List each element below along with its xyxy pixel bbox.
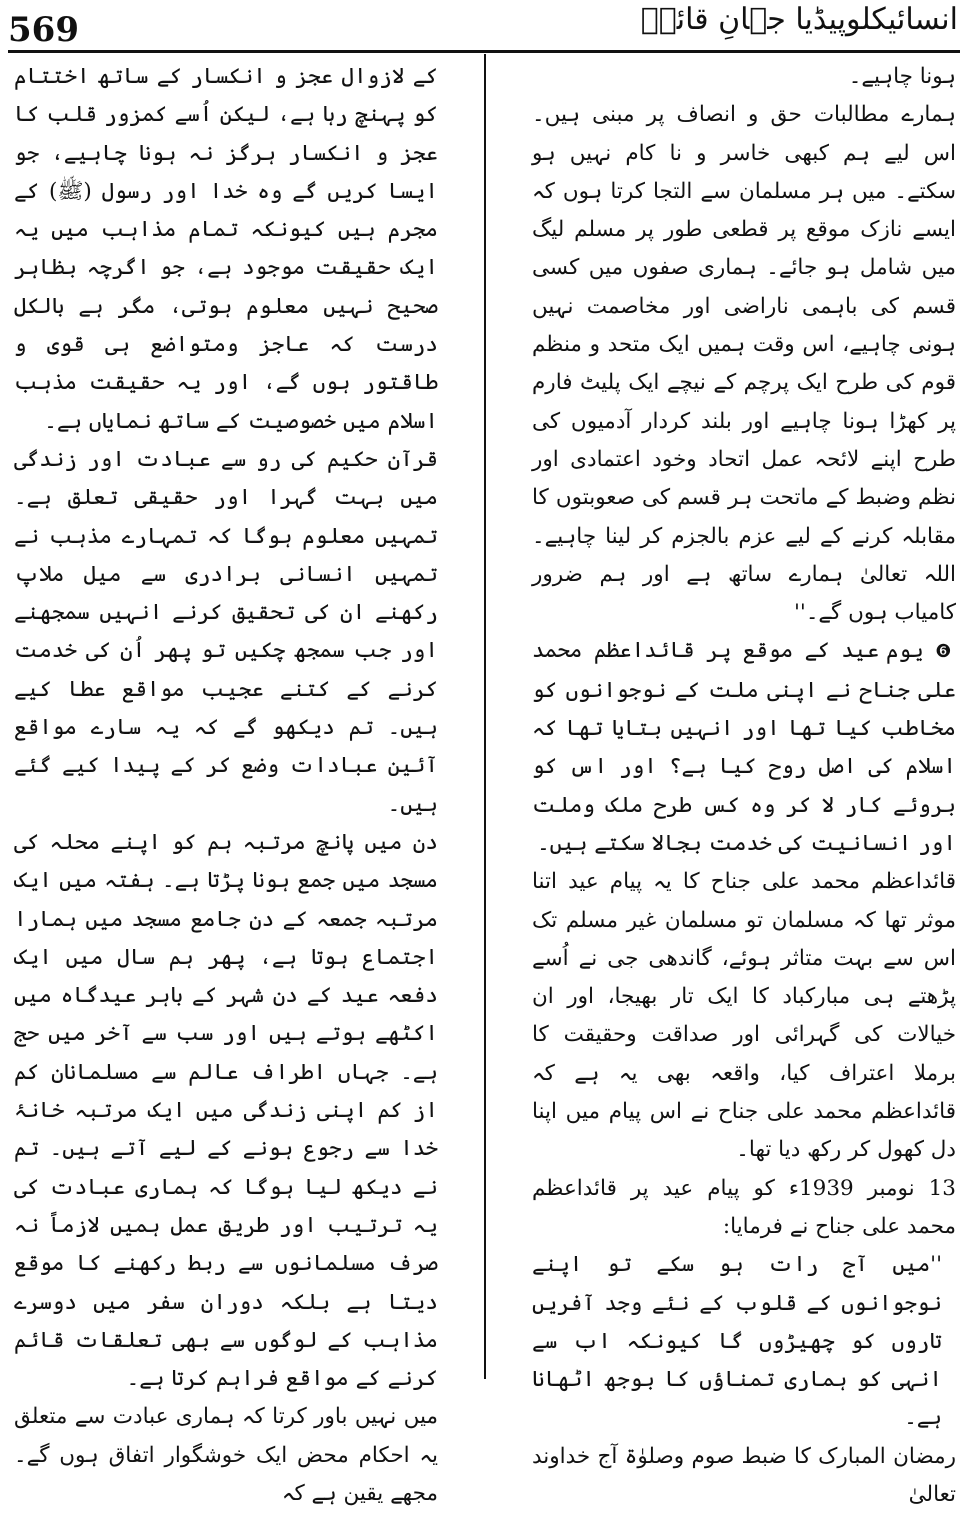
paragraph: ہمارے مطالبات حق و انصاف پر مبنی ہیں۔ اس لیے ہم کبھی خاسر و نا کام نہیں ہو سکتے۔ میں ہر مسلمان سے التجا کرتا ہوں کہ ایسے نازک موقع پر قطعی طور پر مسلم لیگ میں شامل ہو جائے۔ ہماری صفوں میں کسی قسم کی باہمی ناراضی اور مخاصمت نہیں ہونی چاہیے، اس وقت ہمیں ایک متحد و منظم قوم کی طرح ایک پرچم کے نیچے ایک پلیٹ فارم پر کھڑا ہونا چاہیے اور بلند کردار آدمیوں کی طرح اپنے لائحہ عمل اتحاد وخود اعتمادی اور نظم وضبط کے ماتحت ہر قسم کی صعوبتوں کا مقابلہ کرنے کے لیے عزم بالجزم کر لینا چاہیے۔ اللہ تعالیٰ ہمارے ساتھ ہے اور ہم ضرور کامیاب ہوں گے۔'' xyxy=(532,102,956,626)
paragraph xyxy=(532,632,956,863)
paragraph: دن میں پانچ مرتبہ ہم کو اپنے محلہ کی مسجد میں جمع ہونا پڑتا ہے۔ ہفتہ میں ایک مرتبہ جمعہ کے دن جامع مسجد میں ہمارا اجتماع ہوتا ہے، پھر ہم سال میں ایک دفعہ عید کے دن شہر کے باہر عیدگاہ میں اکٹھے ہوتے ہیں اور سب سے آخر میں حج ہے۔ جہاں اطراف عالم سے مسلمانان کم از کم اپنی زندگی میں ایک مرتبہ خانۂ خدا سے رجوع ہونے کے لیے آتے ہیں۔ تم نے دیکھ لیا ہوگا کہ ہماری عبادت کی یہ ترتیب اور طریق عمل ہمیں لازماً نہ صرف مسلمانوں سے ربط رکھنے کا موقع دیتا ہے بلکہ دوران سفر میں دوسرے مذاہب کے لوگوں سے بھی تعلقات قائم کرنے کے مواقع فراہم کرتا ہے۔ xyxy=(14,829,438,1392)
page-number: 569 xyxy=(8,10,79,50)
paragraph: قرآن حکیم کی رو سے عبادت اور زندگی میں بہت گہرا اور حقیقی تعلق ہے۔ تمہیں معلوم ہوگا کہ تمہارے مذہب نے تمہیں انسانی برادری سے میل ملاپ رکھنے ان کی تحقیق کرنے انہیں سمجھنے اور جب سمجھ چکیں تو پھر اُن کی خدمت کرنے کے کتنے عجیب مواقع عطا کیے ہیں۔ تم دیکھو گے کہ یہ سارے مواقع آئین عبادات وضع کر کے پیدا کیے گئے ہیں۔ xyxy=(14,446,438,817)
column-divider xyxy=(484,54,486,1379)
header-rule xyxy=(8,50,960,53)
paragraph-text: یوم عید کے موقع پر قائداعظم محمد علی جناح نے اپنی ملت کے نوجوانوں کو مخاطب کیا تھا اور انہیں بتایا تھا کہ اسلام کی اصل روح کیا ہے؟ اور اس کو بروئے کار لا کر وہ کس طرح ملک وملت اور انسانیت کی خدمت بجالا سکتے ہیں۔ xyxy=(532,638,956,856)
paragraph: قائداعظم محمد علی جناح کا یہ پیام عید اتنا موثر تھا کہ مسلمان تو مسلمان غیر مسلم تک اس سے بہت متاثر ہوئے، گاندھی جی نے اُسے پڑھتے ہی مبارکباد کا ایک تار بھیجا، اور ان خیالات کی گہرائی اور صداقت وحقیقت کا برملا اعتراف کیا، واقعہ بھی یہ ہے کہ قائداعظم محمد علی جناح نے اس پیام میں اپنا دل کھول کر رکھ دیا تھا۔ xyxy=(532,869,956,1163)
running-title: انسائیکلوپیڈیا جہانِ قائدؒ xyxy=(640,2,958,37)
paragraph: ہونا چاہیے۔ xyxy=(848,64,956,89)
right-column xyxy=(532,58,956,1514)
paragraph: میں نہیں باور کرتا کہ ہماری عبادت سے متعلق یہ احکام محض ایک خوشگوار اتفاق ہوں گے۔ مجھے یقین ہے کہ xyxy=(14,1404,438,1506)
quote-paragraph: ''میں آج رات ہو سکے تو اپنے نوجوانوں کے قلوب کے نئے وجد آفریں تاروں کو چھیڑوں گا کیونکہ اب سے انہی کو ہماری تمناؤں کا بوجھ اٹھانا ہے۔ xyxy=(532,1252,942,1431)
paragraph: رمضان المبارک کا ضبط صوم وصلوٰۃ آج خداوند تعالیٰ xyxy=(532,1443,956,1507)
paragraph: کے لازوال عجز و انکسار کے ساتھ اختتام کو پہنچ رہا ہے، لیکن اُسے کمزور قلب کا عجز و انکسار ہرگز نہ ہونا چاہیے، جو ایسا کریں گے وہ خدا اور رسول (ﷺ) کے مجرم ہیں کیونکہ تمام مذاہب میں یہ ایک حقیقت موجود ہے، جو اگرچہ بظاہر صحیح نہیں معلوم ہوتی، مگر ہے بالکل درست کہ عاجز ومتواضع ہی قوی و طاقتور ہوں گے، اور یہ حقیقت مذہب اسلام میں خصوصیت کے ساتھ نمایاں ہے۔ xyxy=(14,64,438,434)
bullet-icon: ❻ xyxy=(935,641,957,663)
left-column xyxy=(14,58,438,1513)
paragraph: 13 نومبر 1939ء کو پیام عید پر قائداعظم محمد علی جناح نے فرمایا: xyxy=(532,1175,956,1239)
